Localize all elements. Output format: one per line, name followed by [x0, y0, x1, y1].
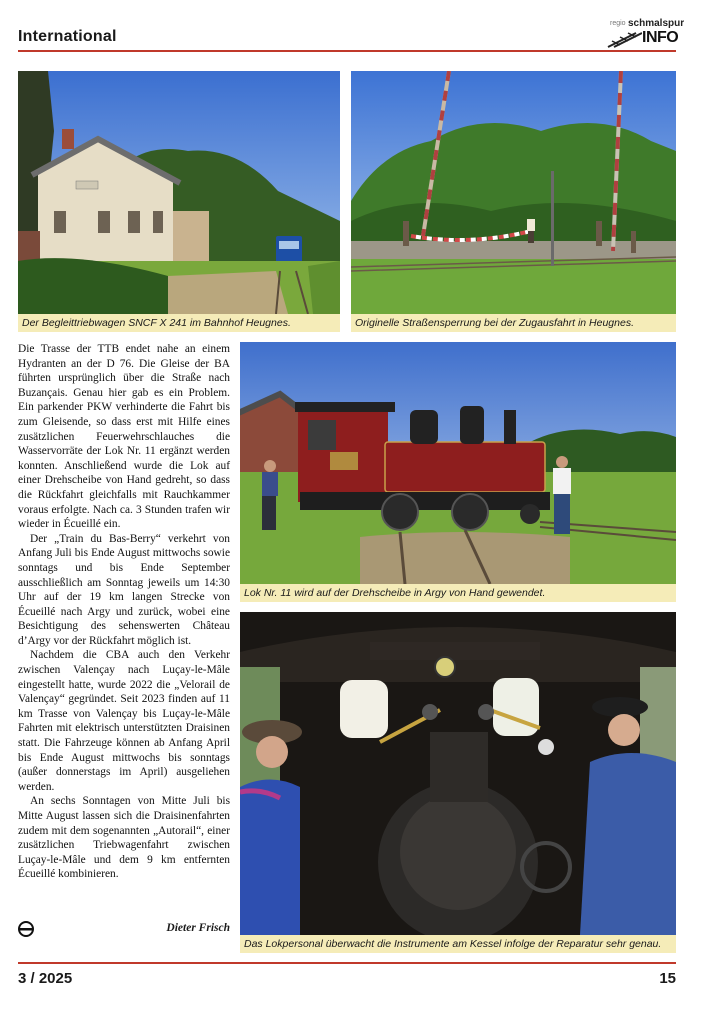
end-of-article-icon	[18, 921, 34, 937]
photo-caption: Das Lokpersonal überwacht die Instrumente am Kessel infolge der Reparatur sehr genau.	[240, 935, 676, 953]
footer-rule	[18, 962, 676, 964]
photo-caption: Der Begleittriebwagen SNCF X 241 im Bahnhof Heugnes.	[18, 314, 340, 332]
page-number: 15	[659, 970, 676, 987]
logo-top-text: schmalspur	[628, 18, 685, 29]
logo-main-text: INFO	[642, 29, 679, 46]
article-body	[18, 342, 230, 882]
issue-number: 3 / 2025	[18, 970, 73, 987]
magazine-logo	[606, 18, 685, 50]
rails-icon	[606, 30, 642, 48]
article-paragraph: Die Trasse der TTB endet nahe an einem Hydranten an der D 76. Die Gleise der BA führten ursprünglich über die Straße nach Buzançais. Genau hier gab es ein Problem. Ein parkender PKW verhinderte die Fahrt bis zum Gleisende, so dass erst mit Hilfe eines zusätzlichen Feuerwehrschlauches die Wasservorräte der Lok Nr. 11 ergänzt werden konnten. Anschließend wurde die Lok auf einer Drehscheibe von Hand gedreht, so dass die Rückfahrt gleichfalls mit Rauchkammer voraus erfolgte. Nach ca. 3 Stunden trafen wir wieder in Écueillé ein.	[18, 343, 230, 531]
photo-station-heugnes	[18, 71, 340, 314]
photo-road-barrier	[351, 71, 676, 314]
section-title: International	[18, 28, 117, 45]
header-rule	[18, 50, 676, 52]
photo-caption: Lok Nr. 11 wird auf der Drehscheibe in Argy von Hand gewendet.	[240, 584, 676, 602]
article-paragraph: An sechs Sonntagen von Mitte Juli bis Mitte August lassen sich die Draisinenfahrten zudem mit dem sogenannten „Autorail“, einer zusätzlichen Triebwagenfahrt zwischen Luçay-le-Mâle und dem 9 km entfernten Écueillé kombinieren.	[18, 795, 230, 881]
photo-caption: Originelle Straßensperrung bei der Zugausfahrt in Heugnes.	[351, 314, 676, 332]
article-paragraph: Nachdem die CBA auch den Verkehr zwischen Valençay nach Luçay-le-Mâle eingestellt hatte, wurde 2022 die „Velorail de Valençay“ gegründet. Seit 2023 finden auf 11 km Trasse von Valençay bis Luçay-le-Mâle Fahrten mit elektrisch unterstützten Draisinen statt. Die Fahrzeuge können ab Anfang April bis Ende August mittwochs bis sonntags (außer donnerstags im April) ausgeliehen werden.	[18, 649, 230, 793]
article-paragraph: Der „Train du Bas-Berry“ verkehrt von Anfang Juli bis Ende August mittwochs sowie sonntags und bis Ende September ausschließlich am Sonntag jeweils um 14:30 Uhr auf der 19 km langen Strecke von Écueillé nach Argy und zurück, wobei eine Besichtigung des sehenswerten Château d’Argy vor der Rückfahrt möglich ist.	[18, 532, 230, 647]
photo-cab-interior	[240, 612, 676, 935]
photo-locomotive-turntable	[240, 342, 676, 584]
logo-prefix: regio	[610, 20, 626, 27]
article-author: Dieter Frisch	[166, 922, 230, 934]
